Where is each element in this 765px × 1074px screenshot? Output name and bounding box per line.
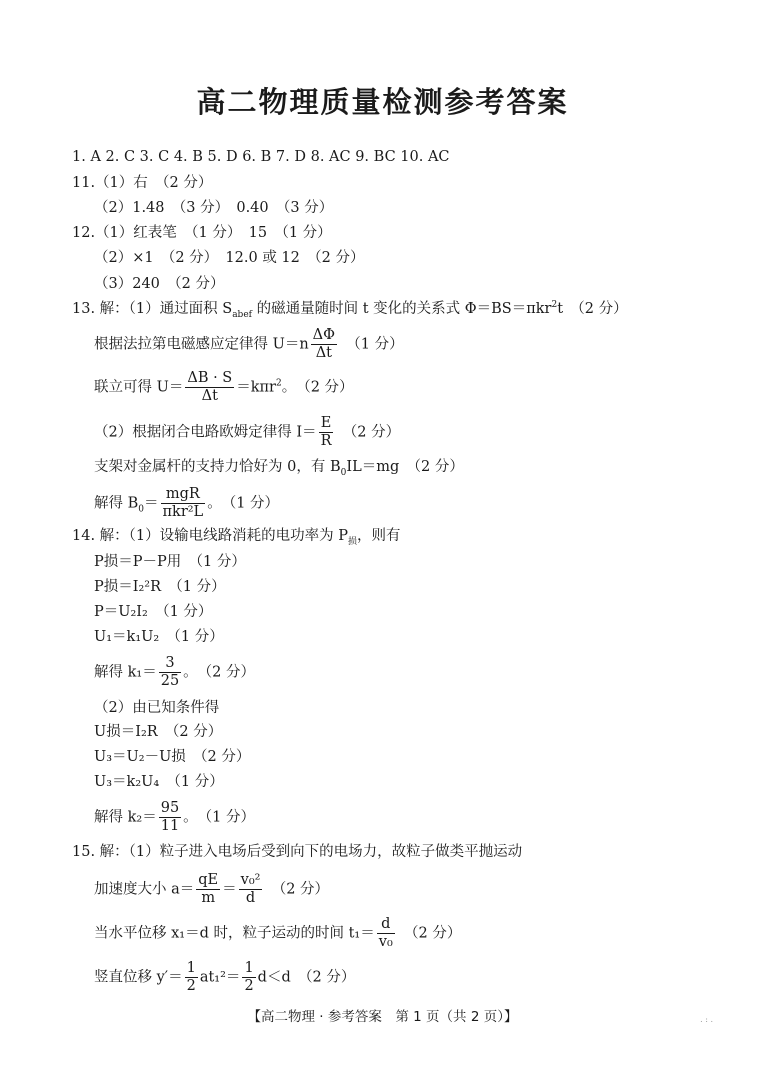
q13-l1-end: t （2 分） [557,301,628,317]
q15-l4-fraction1 [185,960,198,995]
q13-l2-prefix: 根据法拉第电磁感应定律得 U＝n [94,336,309,353]
q14-l6-fraction [159,655,181,690]
q13-l3-mid: ＝kπr [236,379,276,396]
fraction-numerator: v₀² [240,872,261,888]
q14-l1-end: ，则有 [357,528,401,544]
q13-l3-prefix: 联立可得 U＝ [94,379,184,396]
q14-line9: U₃＝U₂－U损 （2 分） [94,749,251,765]
fraction-numerator: qE [198,872,219,888]
q15-l4-end: d＜d （2 分） [257,969,356,986]
fraction-denominator: d [245,890,256,906]
q14-line1 [72,527,401,545]
q15-line2 [94,872,329,907]
corner-mark: . : . [700,1015,713,1024]
q14-l11-fraction [159,800,181,835]
q13-l1-prefix: 13. 解：（1）通过面积 S [72,301,233,317]
q14-l6-prefix: 解得 k₁＝ [94,664,157,681]
q13-line1 [72,300,628,318]
fraction-denominator: 2 [186,978,196,994]
q13-l6-sub: 0 [138,504,144,515]
q13-l4-prefix: （2）根据闭合电路欧姆定律得 I＝ [94,424,317,441]
q14-line4: P＝U₂I₂ （1 分） [94,604,213,620]
q14-line6 [94,655,255,690]
q12-part3: （3）240 （2 分） [94,276,225,292]
q15-l4-fraction2 [242,960,255,995]
q13-l3-sup: 2 [275,378,282,389]
q14-l6-end: 。 （2 分） [183,664,256,681]
fraction-denominator: 2 [244,978,254,994]
page-footer: 【高二物理 · 参考答案 第 1 页（共 2 页）】 [247,1009,518,1025]
q14-line2: P损＝P－P用 （1 分） [94,554,246,570]
q13-line2 [94,327,404,362]
q15-l2-end: （2 分） [278,881,330,898]
q15-l2-fraction1 [196,872,220,907]
fraction-denominator: R [320,433,332,449]
q15-l4-mid: at₁²＝ [199,969,241,986]
fraction-numerator: E [319,415,334,433]
q13-l2-fraction [311,327,337,362]
q14-line8: U损＝I₂R （2 分） [94,724,223,740]
q13-l3-end: 。 （2 分） [281,379,354,396]
q12-part2: （2）×1 （2 分） 12.0 或 12 （2 分） [94,250,365,266]
fraction-denominator: Δt [315,345,332,361]
q11-part2: （2）1.48 （3 分） 0.40 （3 分） [94,200,334,216]
fraction-denominator: m [201,890,216,906]
q13-line3 [94,370,354,405]
fraction-numerator: 1 [186,960,196,976]
q14-line3: P损＝I₂²R （1 分） [94,579,226,595]
q13-l5-end: IL＝mg （2 分） [346,459,464,475]
q13-l5-prefix: 支架对金属杆的支持力恰好为 0，有 B [94,459,341,475]
q15-l4-prefix: 竖直位移 y′＝ [94,969,183,986]
fraction-numerator: 3 [159,655,181,673]
page-title: 高二物理质量检测参考答案 [196,85,569,119]
q15-l3-fraction [377,916,395,951]
q15-line3 [94,916,461,951]
fraction-denominator: 25 [160,673,180,689]
q13-l1-sub: abef [232,310,252,320]
q13-l4-end: （2 分） [349,424,401,441]
q15-line4 [94,960,355,995]
fraction-numerator: mgR [161,486,206,504]
q11-part1: 11.（1）右 （2 分） [72,175,213,191]
q14-line7: （2）由已知条件得 [94,700,220,716]
fraction-numerator: 1 [244,960,254,976]
q15-l2-fraction2 [239,872,263,907]
q13-l6-prefix: 解得 B [94,495,139,512]
q14-l1-prefix: 14. 解：（1）设输电线路消耗的电功率为 P [72,528,349,544]
q15-l2-eq: ＝ [222,881,237,898]
q14-line5: U₁＝k₁U₂ （1 分） [94,629,224,645]
fraction-denominator: Δt [201,388,218,404]
fraction-numerator: d [377,916,395,934]
q13-l6-end: 。 （1 分） [207,495,280,512]
q13-l6-eq: ＝ [144,495,159,512]
q14-l1-sub: 损 [348,537,358,547]
q15-l3-prefix: 当水平位移 x₁＝d 时，粒子运动的时间 t₁＝ [94,925,375,942]
fraction-numerator: ΔΦ [312,327,336,343]
q12-part1: 12.（1）红表笔 （1 分） 15 （1 分） [72,225,332,241]
fraction-numerator: 95 [160,800,180,816]
q13-line4 [94,415,400,450]
q14-l11-end: 。 （1 分） [183,809,256,826]
q13-l5-sub: 0 [340,468,347,478]
fraction-denominator: 11 [160,818,180,834]
q15-line1: 15. 解：（1）粒子进入电场后受到向下的电场力，故粒子做类平抛运动 [72,844,523,860]
q14-line10: U₃＝k₂U₄ （1 分） [94,774,224,790]
q13-l4-fraction [319,415,334,450]
q13-l6-fraction [161,486,206,521]
fraction-denominator: πkr²L [162,504,204,520]
q13-line5 [94,458,464,476]
q13-l3-fraction [185,370,234,405]
q15-l3-end: （2 分） [411,925,462,942]
q13-l1-sup: 2 [551,300,558,310]
q13-l1-mid: 的磁通量随时间 t 变化的关系式 Φ＝BS＝πkr [251,301,552,317]
q14-l11-prefix: 解得 k₂＝ [94,809,157,826]
choice-answers: 1. A 2. C 3. C 4. B 5. D 6. B 7. D 8. AC 9. BC 10. AC [72,149,450,165]
q15-l2-prefix: 加速度大小 a＝ [94,881,195,898]
fraction-denominator: v₀ [378,934,393,950]
q13-l2-end: （1 分） [353,336,404,353]
q14-line11 [94,800,255,835]
q13-line6 [94,486,279,521]
fraction-numerator: ΔB · S [187,370,233,386]
